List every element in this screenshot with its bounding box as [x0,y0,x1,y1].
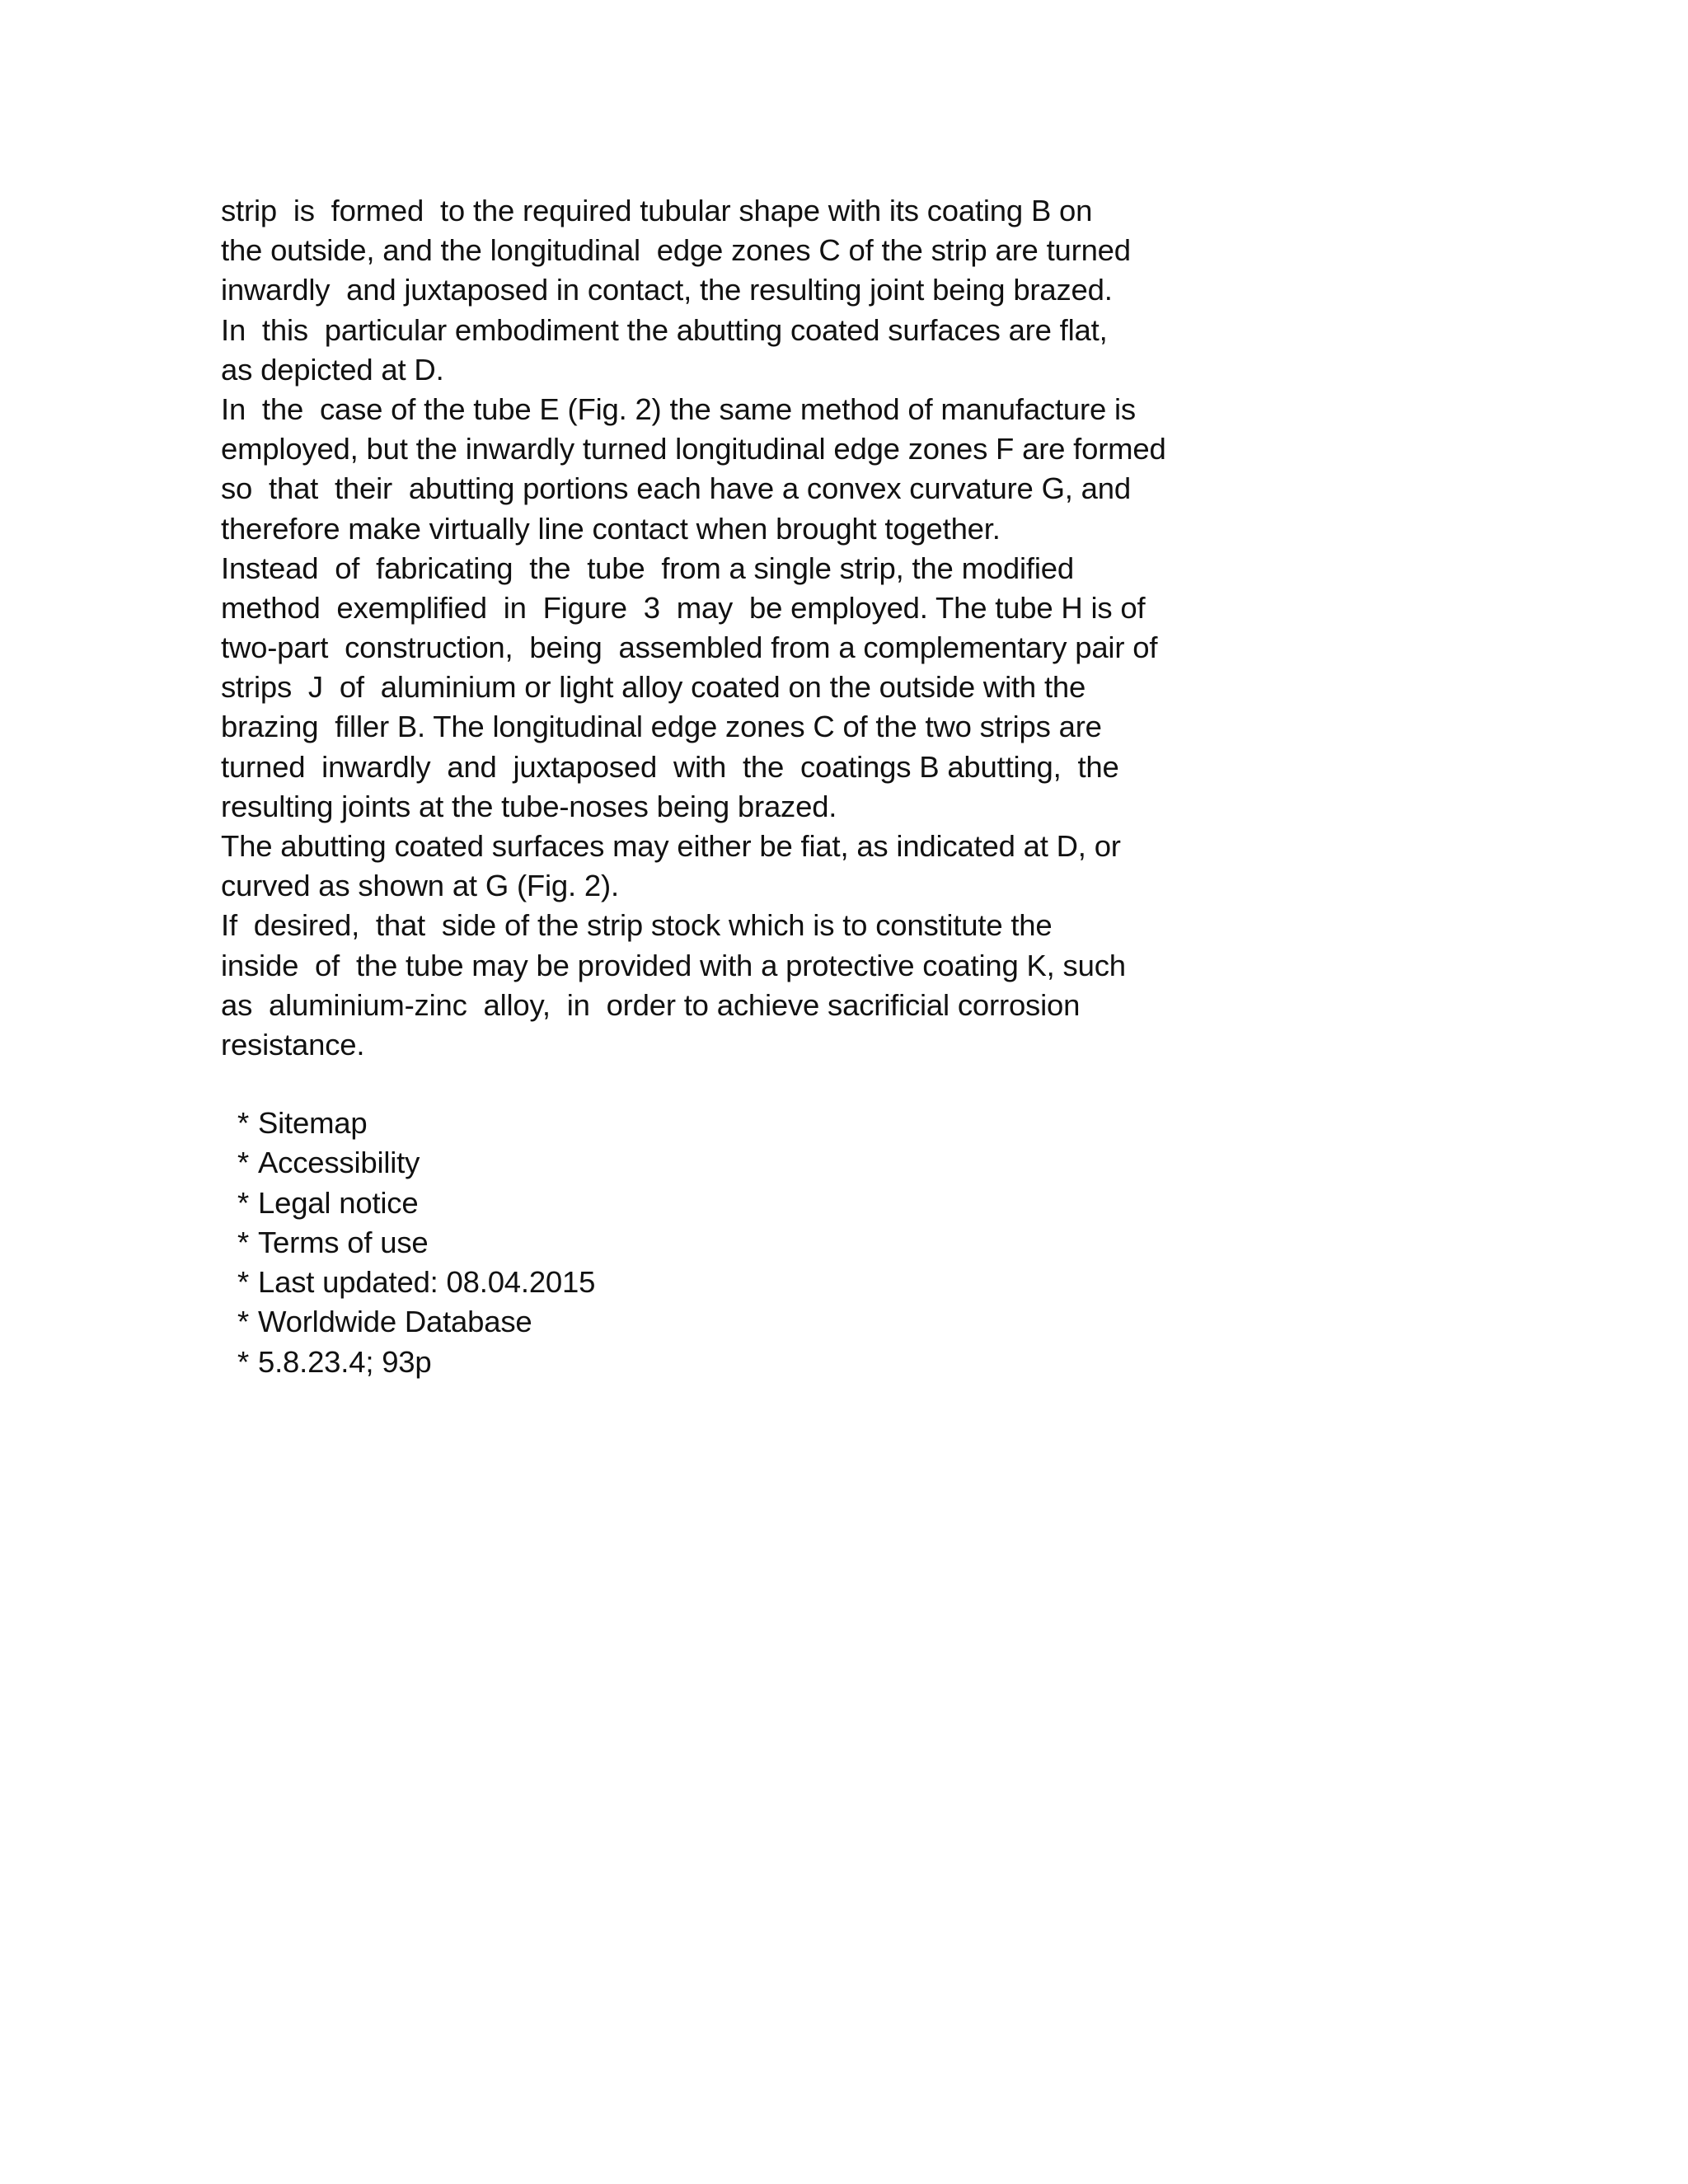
document-body [221,191,1457,1065]
footer-link-label: Legal notice [258,1185,419,1220]
body-line: resulting joints at the tube-noses being brazed. [221,789,837,823]
bullet-marker: * [237,1225,250,1259]
footer-link-sitemap[interactable] [237,1104,595,1143]
body-line: strip is formed to the required tubular shape with its coating B on [221,194,1093,227]
bullet-marker: * [237,1265,250,1300]
body-line: The abutting coated surfaces may either be fiat, as indicated at D, or [221,829,1121,863]
body-line: therefore make virtually line contact when brought together. [221,511,1001,546]
footer-link-label: Sitemap [258,1106,368,1140]
bullet-marker: * [237,1146,250,1180]
body-line: method exemplified in Figure 3 may be employed. The tube H is of [221,590,1146,625]
bullet-marker: * [237,1185,250,1220]
body-line: employed, but the inwardly turned longitudinal edge zones F are formed [221,432,1166,466]
footer-links [237,1104,595,1382]
body-line: strips J of aluminium or light alloy coated on the outside with the [221,670,1086,705]
footer-item-label: Last updated: 08.04.2015 [258,1265,596,1300]
body-line: two-part construction, being assembled from a complementary pair of [221,630,1158,665]
bullet-marker: * [237,1344,250,1379]
footer-link-worldwide-database[interactable] [237,1302,595,1342]
footer-link-label: Accessibility [258,1146,420,1180]
body-line: In the case of the tube E (Fig. 2) the same method of manufacture is [221,391,1136,426]
footer-link-terms-of-use[interactable] [237,1223,595,1263]
footer-last-updated [237,1263,595,1302]
body-line: as depicted at D. [221,352,444,387]
footer-link-label: Terms of use [258,1225,429,1259]
body-line: so that their abutting portions each have a convex curvature G, and [221,471,1131,506]
body-line: inside of the tube may be provided with a protective coating K, such [221,948,1126,982]
footer-link-legal-notice[interactable] [237,1183,595,1223]
body-line: brazing filler B. The longitudinal edge zones C of the two strips are [221,710,1102,744]
body-line: as aluminium-zinc alloy, in order to achieve sacrificial corrosion [221,987,1081,1022]
body-line: the outside, and the longitudinal edge zones C of the strip are turned [221,233,1131,268]
footer-link-label: Worldwide Database [258,1305,532,1339]
body-line: Instead of fabricating the tube from a single strip, the modified [221,551,1074,585]
body-line: resistance. [221,1027,365,1062]
bullet-marker: * [237,1106,250,1140]
body-line: curved as shown at G (Fig. 2). [221,869,619,903]
footer-item-label: 5.8.23.4; 93p [258,1344,432,1379]
body-line: inwardly and juxtaposed in contact, the resulting joint being brazed. [221,273,1113,307]
footer-link-accessibility[interactable] [237,1143,595,1183]
bullet-marker: * [237,1305,250,1339]
body-line: turned inwardly and juxtaposed with the coatings B abutting, the [221,749,1119,784]
body-line: If desired, that side of the strip stock which is to constitute the [221,908,1053,943]
footer-version [237,1343,595,1382]
body-line: In this particular embodiment the abutting coated surfaces are flat, [221,312,1108,347]
